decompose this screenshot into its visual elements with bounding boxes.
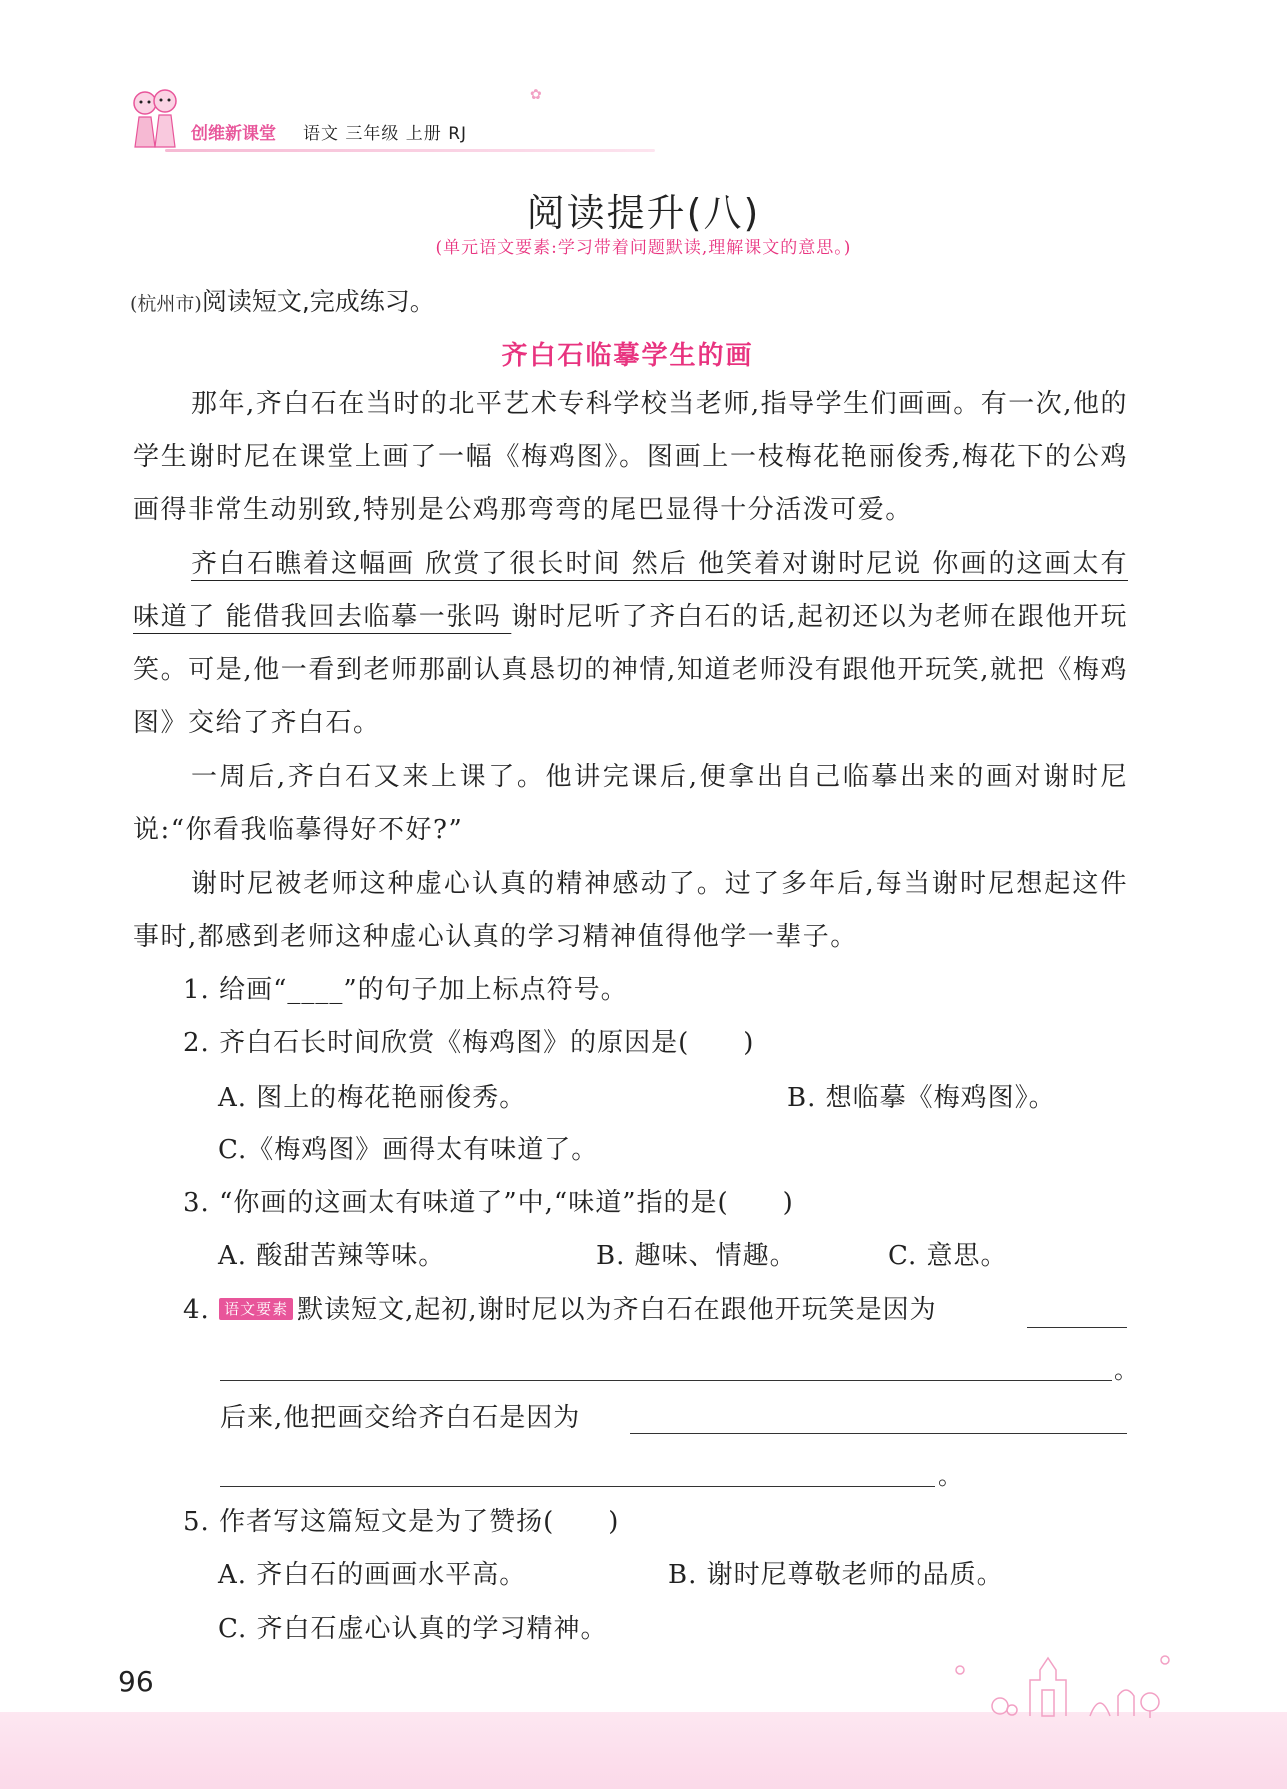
answer-line[interactable] — [220, 1486, 935, 1487]
paragraph-text: 谢时尼听了齐白石的话,起初还以为老师在跟他开玩笑。可是,他一看到老师那副认真恳切的神情,知道老师没有跟他开玩笑,就把《梅鸡图》交给了齐白石。 — [133, 602, 1128, 738]
brand-name: 创维新课堂 — [191, 124, 276, 144]
question-text: 默读短文,起初,谢时尼以为齐白石在跟他开玩笑是因为 — [297, 1295, 937, 1325]
story-paragraph-3 — [133, 751, 1128, 857]
question-2-option-b[interactable]: B. 想临摹《梅鸡图》。 — [787, 1083, 1056, 1113]
instruction — [130, 282, 435, 318]
question-5-option-b[interactable]: B. 谢时尼尊敬老师的品质。 — [668, 1560, 1004, 1590]
underlined-sentence: 齐白石瞧着这幅画 欣赏了很长时间 然后 他笑着对谢时尼说 你画的这画太有味道了 能借我回去临摹一张吗 — [133, 549, 1128, 632]
question-number: 4. — [183, 1295, 210, 1325]
question-3-option-b[interactable]: B. 趣味、情趣。 — [596, 1241, 797, 1271]
flower-icon: ✿ — [530, 87, 542, 103]
subject-info: 语文 三年级 上册 RJ — [303, 124, 468, 144]
question-1: 1. 给画“____”的句子加上标点符号。 — [183, 975, 628, 1005]
answer-line[interactable] — [220, 1380, 1112, 1381]
question-2-option-c[interactable]: C.《梅鸡图》画得太有味道了。 — [218, 1135, 599, 1165]
instruction-text: 阅读短文,完成练习。 — [201, 287, 435, 316]
page-number: 96 — [118, 1665, 154, 1698]
paragraph-text: 那年,齐白石在当时的北平艺术专科学校当老师,指导学生们画画。有一次,他的学生谢时尼在课堂上画了一幅《梅鸡图》。图画上一枝梅花艳丽俊秀,梅花下的公鸡画得非常生动别致,特别是公鸡那弯弯的尾巴显得十分活泼可爱。 — [133, 389, 1128, 525]
question-2: 2. 齐白石长时间欣赏《梅鸡图》的原因是( ) — [183, 1028, 755, 1058]
page-header — [125, 85, 645, 155]
castle-decoration-icon — [940, 1640, 1180, 1720]
story-title: 齐白石临摹学生的画 — [501, 341, 754, 371]
question-2-option-a[interactable]: A. 图上的梅花艳丽俊秀。 — [218, 1083, 527, 1113]
page-title: 阅读提升(八) — [526, 191, 761, 235]
question-4 — [183, 1290, 937, 1330]
unit-requirement: (单元语文要素:学习带着问题默读,理解课文的意思。) — [435, 238, 852, 258]
period-mark: 。 — [938, 1462, 962, 1490]
story-paragraph-4 — [133, 858, 1128, 964]
element-tag: 语文要素 — [219, 1298, 293, 1320]
period-mark: 。 — [1114, 1356, 1138, 1384]
story-paragraph-2 — [133, 538, 1128, 750]
header-divider — [165, 149, 655, 152]
question-5-option-a[interactable]: A. 齐白石的画画水平高。 — [218, 1560, 527, 1590]
kids-mascot-icon — [125, 85, 185, 151]
question-3-option-c[interactable]: C. 意思。 — [888, 1241, 1008, 1271]
answer-line[interactable] — [630, 1433, 1127, 1434]
paragraph-text: 谢时尼被老师这种虚心认真的精神感动了。过了多年后,每当谢时尼想起这件事时,都感到老师这种虚心认真的学习精神值得他学一辈子。 — [133, 869, 1128, 952]
question-5-option-c[interactable]: C. 齐白石虚心认真的学习精神。 — [218, 1614, 608, 1644]
question-4-part-2: 后来,他把画交给齐白石是因为 — [220, 1403, 581, 1433]
paragraph-text: 一周后,齐白石又来上课了。他讲完课后,便拿出自己临摹出来的画对谢时尼说:“你看我临摹得好不好?” — [133, 762, 1128, 845]
question-3: 3. “你画的这画太有味道了”中,“味道”指的是( ) — [183, 1188, 794, 1218]
footer-band — [0, 1712, 1287, 1789]
question-5: 5. 作者写这篇短文是为了赞扬( ) — [183, 1507, 620, 1537]
question-3-option-a[interactable]: A. 酸甜苦辣等味。 — [218, 1241, 446, 1271]
instruction-region: (杭州市) — [130, 293, 202, 315]
answer-line[interactable] — [1027, 1327, 1127, 1328]
story-paragraph-1 — [133, 378, 1128, 537]
